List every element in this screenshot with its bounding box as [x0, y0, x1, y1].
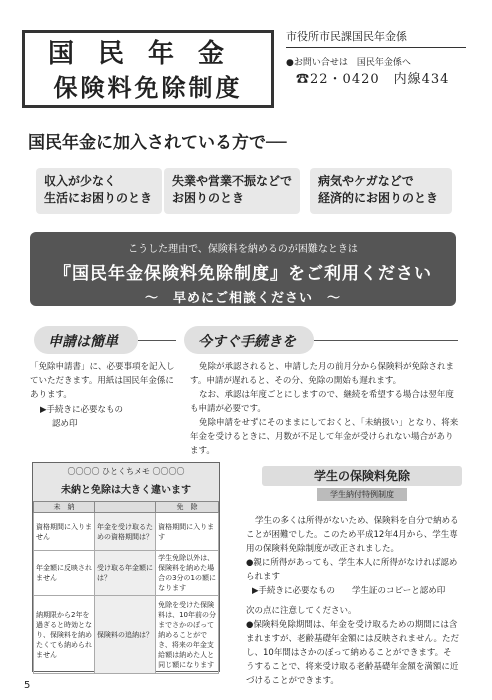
procedure-p3: 免除申請をせずにそのままにしておくと、「未納扱い」となり、将来年金を受けるときに、月数が不足して年金が受けられない場合があります。 [190, 418, 459, 456]
col-unpaid: 未 納 [34, 502, 95, 513]
page-number: 5 [24, 680, 31, 691]
col-exempt: 免 除 [156, 502, 219, 513]
student-bullet1: ●親に所得があっても、学生本人に所得がなければ認められます [246, 558, 458, 582]
banner-sub: こうした理由で、保険料を納めるのが困難なときは [128, 244, 358, 255]
memo-header [33, 463, 219, 501]
cell-topic: 受け取る年金額には？ [95, 551, 156, 596]
table-row [34, 551, 219, 596]
memo-label: 〇〇〇〇 ひとくちメモ 〇〇〇〇 [67, 467, 185, 476]
heading-rule [314, 340, 458, 341]
application-bring-label: ▶手続きに必要なもの [40, 405, 124, 415]
cell-exempt: 免除を受けた保険料は、10年前の分までさかのぼって納めることができ、将来の年金支給額は納めた人と同じ額になります [156, 596, 219, 674]
application-heading: 申請は簡単 [34, 326, 138, 354]
cell-unpaid: 資格期間に入りません [34, 513, 95, 551]
cell-exempt: 学生免除以外は、保険料を納めた場合の3分の1の額になります [156, 551, 219, 596]
student-note-head: 次の点に注意してください。 [246, 606, 357, 616]
phone-number: ☎22・0420 内線434 [296, 72, 450, 87]
procedure-heading: 今すぐ手続きを [184, 326, 314, 354]
case-unemployment [164, 168, 300, 214]
memo-table [33, 501, 219, 674]
procedure-p2: なお、承認は年度ごとにしますので、継続を希望する場合は翌年度も申請が必要です。 [190, 390, 454, 414]
student-bullet2: ▶手続きに必要なもの 学生証のコピーと認め印 [252, 586, 446, 596]
banner [30, 232, 456, 306]
title-box [22, 30, 274, 108]
case-line: 生活にお困りのとき [44, 191, 153, 205]
case-illness [310, 168, 452, 214]
title-line2: 保険料免除制度 [53, 74, 243, 102]
case-line: 病気やケガなどで [318, 174, 414, 188]
cell-unpaid: 納期限から2年を過ぎると時効となり、保険料を納めたくても納められません [34, 596, 95, 674]
banner-sub2: ～ 早めにご相談ください ～ [144, 291, 341, 306]
title-line1: 国民年金 [47, 39, 248, 69]
student-title: 学生の保険料免除 [262, 466, 462, 486]
case-low-income [36, 168, 162, 214]
case-line: 経済的にお困りのとき [318, 191, 439, 205]
case-line: お困りのとき [172, 191, 245, 205]
table-row [34, 513, 219, 551]
divider [286, 47, 466, 48]
table-header-row [34, 502, 219, 513]
memo-title: 未納と免除は大きく違います [61, 485, 191, 496]
col-topic [95, 502, 156, 513]
heading-rule [138, 340, 176, 341]
case-line: 収入が少なく [44, 174, 117, 188]
memo-box [32, 462, 220, 672]
intro-heading: 国民年金に加入されている方で── [28, 133, 287, 153]
application-text: 「免除申請書」に、必要事項を記入していただきます。用紙は国民年金係にあります。 [30, 362, 175, 400]
cell-unpaid: 年金額に反映されません [34, 551, 95, 596]
cell-topic: 年金を受け取るための資格期間は？ [95, 513, 156, 551]
student-note: ●保険料免除期間は、年金を受け取るための期間には含まれますが、老齢基礎年金額には反映されません。ただし、10年間はさかのぼって納めることができます。そうすることで、将来受け取る老齢基礎年金額を満額に近づけることができます。 [246, 620, 460, 686]
student-text: 学生の多くは所得がないため、保険料を自分で納めることが困難でした。このため平成12年4月から、学生専用の保険料免除制度が改正されました。 [246, 516, 459, 554]
table-row [34, 596, 219, 674]
department: 市役所市民課国民年金係 [286, 30, 407, 43]
student-title-box [262, 466, 462, 506]
cell-topic: 保険料の追納は？ [95, 596, 156, 674]
banner-main: 『国民年金保険料免除制度』をご利用ください [54, 264, 432, 284]
application-bring-item: 認め印 [52, 419, 78, 429]
cell-exempt: 資格期間に入ります [156, 513, 219, 551]
procedure-p1: 免除が承認されると、申請した月の前月分から保険料が免除されます。申請が遅れると、その分、免除の開始も遅れます。 [190, 362, 455, 386]
student-subtitle: 学生納付特例制度 [317, 488, 407, 501]
contact-label: ●お問い合せは 国民年金係へ [286, 58, 411, 68]
case-line: 失業や営業不振などで [172, 174, 293, 188]
